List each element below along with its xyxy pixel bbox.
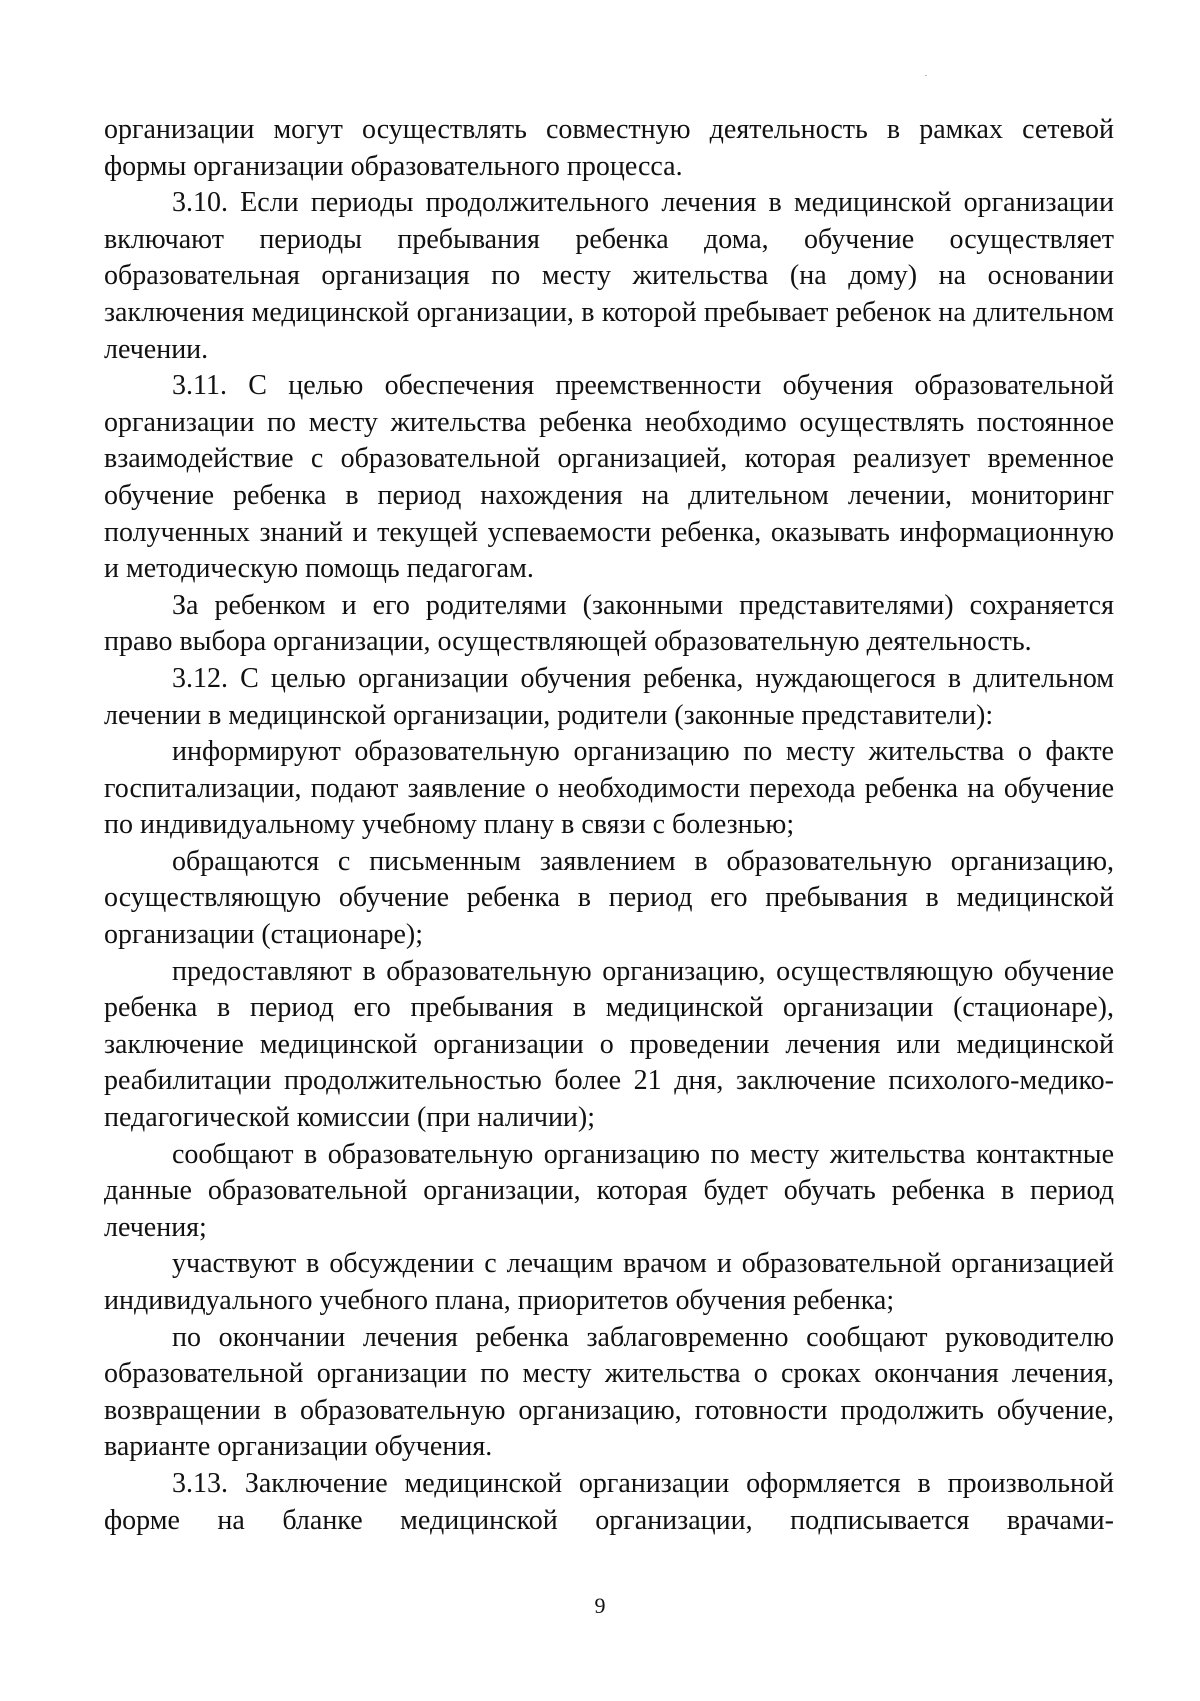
list-item-notify-end: по окончании лечения ребенка заблаговременно сообщают руководителю образовательной организации по месту жительства о сроках окончания лечения, возвращении в образовательную организацию, готовности продолжить обучение, варианте организации обучения. <box>104 1321 1114 1463</box>
page-number: 9 <box>594 1593 606 1618</box>
list-item-inform: информируют образовательную организацию по месту жительства о факте госпитализации, подают заявление о необходимости перехода ребенка на обучение по индивидуальному учебному плану в связи с болезнью; <box>104 736 1114 841</box>
paragraph-right-of-choice: За ребенком и его родителями (законными представителями) сохраняется право выбора организации, осуществляющей образовательную деятельность. <box>104 589 1114 658</box>
paragraph-3-13: 3.13. Заключение медицинской организации оформляется в произвольной форме на бланке медицинской организации, подписывается врачами- <box>104 1467 1114 1536</box>
scan-speck <box>925 75 927 76</box>
paragraph-3-11: 3.11. С целью обеспечения преемственности обучения образовательной организации по месту жительства ребенка необходимо осуществлять постоянное взаимодействие с образовательной организацией, которая реализует временное обучение ребенка в период нахождения на длительном лечении, мониторинг полученных знаний и текущей успеваемости ребенка, оказывать информационную и методическую помощь педагогам. <box>104 370 1114 585</box>
list-item-provide: предоставляют в образовательную организацию, осуществляющую обучение ребенка в период его пребывания в медицинской организации (стационаре), заключение медицинской организации о проведении лечения или медицинской реабилитации продолжительностью более 21 дня, заключение психолого-медико-педагогической комиссии (при наличии); <box>104 955 1114 1134</box>
list-item-apply: обращаются с письменным заявлением в образовательную организацию, осуществляющую обучение ребенка в период его пребывания в медицинской организации (стационаре); <box>104 845 1114 951</box>
paragraph-continuation: организации могут осуществлять совместную деятельность в рамках сетевой формы организации образовательного процесса. <box>104 114 1114 182</box>
paragraph-3-10: 3.10. Если периоды продолжительного лечения в медицинской организации включают периоды пребывания ребенка дома, обучение осуществляет образовательная организация по месту жительства (на дому) на основании заключения медицинской организации, в которой пребывает ребенок на длительном лечении. <box>104 187 1114 365</box>
body-text <box>104 112 1114 1539</box>
list-item-report-contacts: сообщают в образовательную организацию по месту жительства контактные данные образовательной организации, которая будет обучать ребенка в период лечения; <box>104 1138 1114 1243</box>
paragraph-3-12: 3.12. С целью организации обучения ребенка, нуждающегося в длительном лечении в медицинской организации, родители (законные представители): <box>104 662 1114 731</box>
list-item-participate: участвуют в обсуждении с лечащим врачом и образовательной организацией индивидуального учебного плана, приоритетов обучения ребенка; <box>104 1248 1114 1316</box>
